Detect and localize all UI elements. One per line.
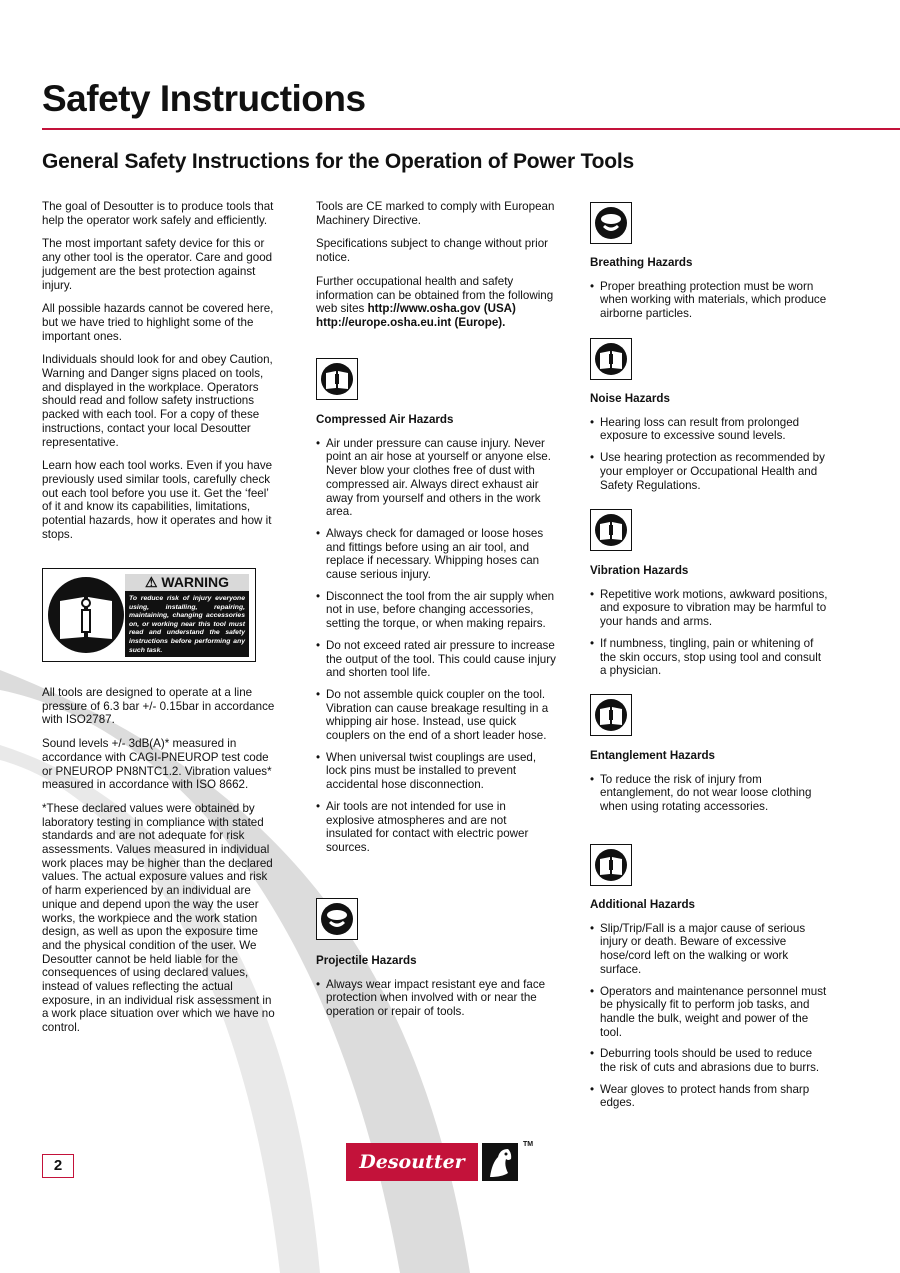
title-divider [42,128,900,130]
list-item: • Slip/Trip/Fall is a major cause of serious injury or death. Beware of excessive hose/cord left on the walking or work surface. [590,922,830,977]
desoutter-logo [346,1143,520,1183]
list-item: • Wear gloves to protect hands from sharp edges. [590,1083,830,1110]
list-item: • When universal twist couplings are used, lock pins must be installed to prevent accidental hose disconnection. [316,751,556,792]
intro-paragraph: The most important safety device for this or any other tool is the operator. Care and good judgement are the best protection against injury. [42,237,273,292]
spec-change-paragraph: Specifications subject to change without prior notice. [316,237,549,265]
logo-wordmark: Desoutter [359,1151,465,1173]
hazard-title: Noise Hazards [590,392,670,405]
list-item: • Repetitive work motions, awkward positions, and exposure to vibration may be harmful to your hands and arms. [590,588,830,629]
horse-head-icon [482,1143,518,1181]
intro-paragraph: Individuals should look for and obey Caution, Warning and Danger signs placed on tools, and displayed in the workplace. Operators should read and follow safety instructions packed with each tool. For a copy of these instructions, contact your local Desoutter representative. [42,353,273,449]
read-manual-icon [48,577,124,653]
list-item: • If numbness, tingling, pain or whitening of the skin occurs, stop using tool and consult a physician. [590,637,830,678]
entanglement-hazards [590,749,830,822]
read-manual-icon [590,844,632,886]
hazard-title: Additional Hazards [590,898,696,911]
face-mask-icon [316,898,358,940]
list-item: • Air tools are not intended for use in explosive atmospheres and are not insulated for contact with electric power sources. [316,800,556,855]
section-title: General Safety Instructions for the Operation of Power Tools [42,150,635,173]
hazard-title: Vibration Hazards [590,564,689,577]
read-manual-icon [316,358,358,400]
hazard-title: Breathing Hazards [590,256,693,269]
list-item: • Use hearing protection as recommended by your employer or Occupational Health and Safety Regulations. [590,451,830,492]
list-item: • To reduce the risk of injury from entanglement, do not wear loose clothing when using rotating accessories. [590,773,830,814]
warning-label [42,568,256,662]
page-title: Safety Instructions [42,78,366,119]
list-item: • Air under pressure can cause injury. Never point an air hose at yourself or anyone else. Never blow your clothes free of dust with compressed air. Always direct exhaust air away from yourself and others in the work area. [316,437,556,519]
web-links[interactable]: http://www.osha.gov (USA) http://europe.osha.eu.int (Europe). [316,302,516,329]
web-sites-paragraph: Further occupational health and safety information can be obtained from the following web sites http://www.osha.gov (USA) http://europe.osha.eu.int (Europe). [316,274,554,329]
warning-heading: ⚠ WARNING [125,574,249,591]
compliance-column [316,200,556,340]
projectile-hazards [316,954,556,1027]
intro-paragraph: Learn how each tool works. Even if you have previously used similar tools, carefully check out each tool before you use it. Get the ‘feel’ of it and know its capabilities, limitations, potential hazards, how it operates and how it stops. [42,459,273,541]
list-item: • Deburring tools should be used to reduce the risk of cuts and abrasions due to burrs. [590,1047,830,1074]
intro-paragraph: The goal of Desoutter is to produce tools that help the operator work safely and efficiently. [42,200,274,227]
vibration-hazards [590,564,830,686]
warning-text: To reduce risk of injury everyone using, installing, repairing, maintaining, changing accessories on, or working near this tool must read and understand the safety instructions before performing any such task. [129,595,245,654]
list-item: • Proper breathing protection must be worn when working with materials, which produce airborne particles. [590,280,830,321]
additional-hazards [590,898,830,1118]
list-item: • Do not assemble quick coupler on the tool. Vibration can cause breakage resulting in a whipping air hose. Instead, use quick couplers on the end of a short leader hose. [316,688,556,743]
list-item: • Hearing loss can result from prolonged exposure to excessive sound levels. [590,416,830,443]
intro-paragraph: All possible hazards cannot be covered here, but we have tried to highlight some of the important ones. [42,302,274,343]
list-item: • Do not exceed rated air pressure to increase the output of the tool. This could cause injury and shorten tool life. [316,639,556,680]
compressed-air-hazards [316,413,556,863]
intro-column [42,200,276,551]
spec-paragraph: Sound levels +/- 3dB(A)* measured in accordance with CAGI-PNEUROP test code or PNEUROP PN8NTC1.2. Vibration values* measured in accordance with ISO 8662. [42,737,272,792]
spec-paragraph: All tools are designed to operate at a line pressure of 6.3 bar +/- 0.15bar in accordance with ISO2787. [42,686,275,727]
face-mask-icon [590,202,632,244]
breathing-hazards [590,256,830,329]
noise-hazards [590,392,830,500]
hazard-title: Projectile Hazards [316,954,417,967]
list-item: • Always check for damaged or loose hoses and fittings before using an air tool, and replace if necessary. Whipping hoses can cause serious injury. [316,527,556,582]
hazard-title: Entanglement Hazards [590,749,715,762]
read-manual-icon [590,694,632,736]
list-item: • Always wear impact resistant eye and face protection when involved with or near the operation or repair of tools. [316,978,556,1019]
read-manual-icon [590,509,632,551]
trademark-symbol: TM [523,1141,534,1148]
list-item: • Operators and maintenance personnel must be physically fit to perform job tasks, and handle the bulk, weight and power of the tool. [590,985,830,1040]
ce-paragraph: Tools are CE marked to comply with European Machinery Directive. [316,200,555,227]
specs-column [42,686,276,1045]
page-number: 2 [42,1154,74,1178]
read-manual-icon [590,338,632,380]
hazard-title: Compressed Air Hazards [316,413,454,426]
warning-text-panel [125,574,249,657]
list-item: • Disconnect the tool from the air supply when not in use, before changing accessories, setting the torque, or when making repairs. [316,590,556,631]
disclaimer-paragraph: *These declared values were obtained by laboratory testing in compliance with stated standards and are not adequate for risk assessments. Values measured in individual work places may be higher than the declared values. The actual exposure values and risk of harm experienced by an individual are unique and depend upon the way the user works, the workpiece and the work station design, as well as upon the exposure time and the physical condition of the user. We Desoutter cannot be held liable for the consequences of using declared values, instead of values reflecting the actual exposure, in an individual risk assessment in a work place situation over which we have no control. [42,801,275,1035]
